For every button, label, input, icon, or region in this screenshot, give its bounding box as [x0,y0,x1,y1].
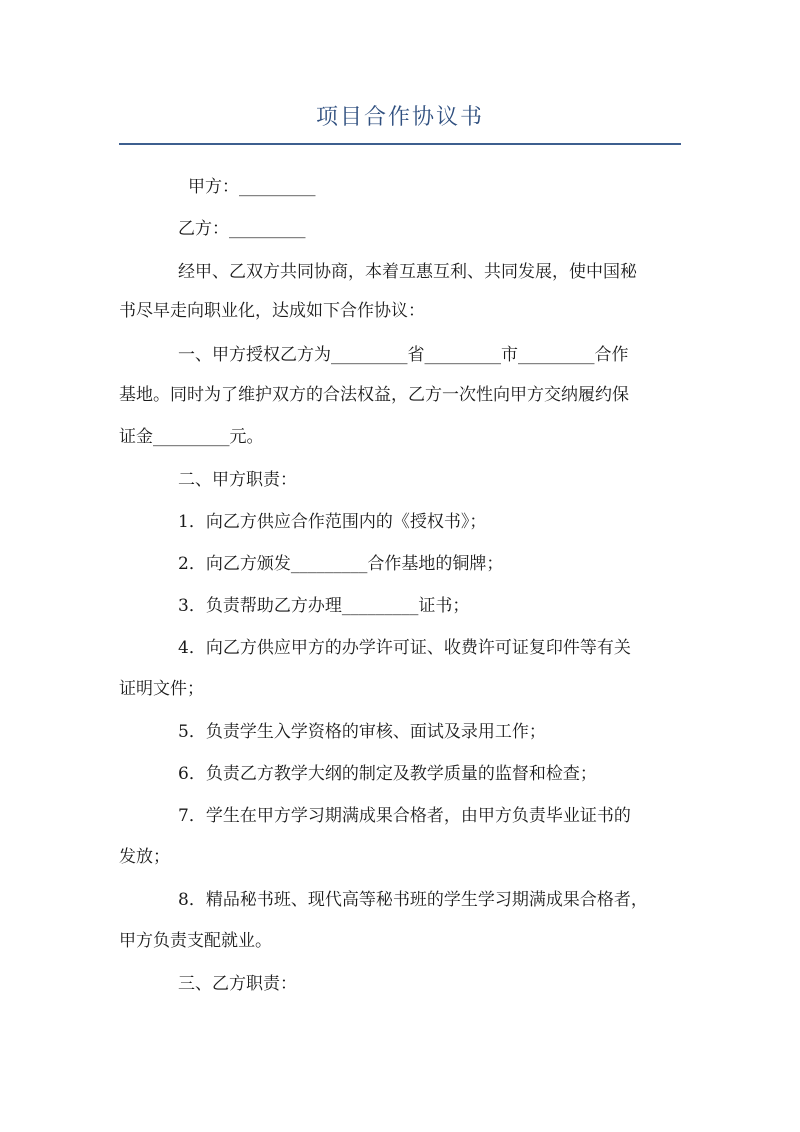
title-underline [119,143,681,145]
document-title: 项目合作协议书 [315,105,484,130]
duty-a-5: 5．负责学生入学资格的审核、面试及录用工作； [178,722,546,742]
preamble-line-1: 经甲、乙双方共同协商，本着互惠互利、共同发展，使中国秘 [178,262,637,282]
party-b-line: 乙方：_________ [178,219,306,239]
section-3-heading: 三、乙方职责： [178,974,297,994]
section-2-heading: 二、甲方职责： [178,470,297,490]
party-a-line: 甲方：_________ [188,177,316,197]
duty-a-3: 3．负责帮助乙方办理_________证书； [178,596,470,616]
duty-a-4-line-2: 证明文件； [119,679,204,699]
duty-a-8-line-2: 甲方负责支配就业。 [119,931,272,951]
clause-1-line-1: 一、甲方授权乙方为_________省_________市_________合作 [178,345,629,365]
duty-a-4-line-1: 4．向乙方供应甲方的办学许可证、收费许可证复印件等有关 [178,638,631,658]
duty-a-6: 6．负责乙方教学大纲的制定及教学质量的监督和检查； [178,764,597,784]
duty-a-7-line-1: 7．学生在甲方学习期满成果合格者，由甲方负责毕业证书的 [178,806,631,826]
duty-a-7-line-2: 发放； [119,847,170,867]
clause-1-line-2: 基地。同时为了维护双方的合法权益，乙方一次性向甲方交纳履约保 [119,385,629,405]
duty-a-1: 1．向乙方供应合作范围内的《授权书》； [178,512,487,532]
clause-1-line-3: 证金_________元。 [119,427,264,447]
duty-a-8-line-1: 8．精品秘书班、现代高等秘书班的学生学习期满成果合格者， [178,890,648,910]
preamble-line-2: 书尽早走向职业化，达成如下合作协议： [119,301,425,321]
duty-a-2: 2．向乙方颁发_________合作基地的铜牌； [178,554,504,574]
